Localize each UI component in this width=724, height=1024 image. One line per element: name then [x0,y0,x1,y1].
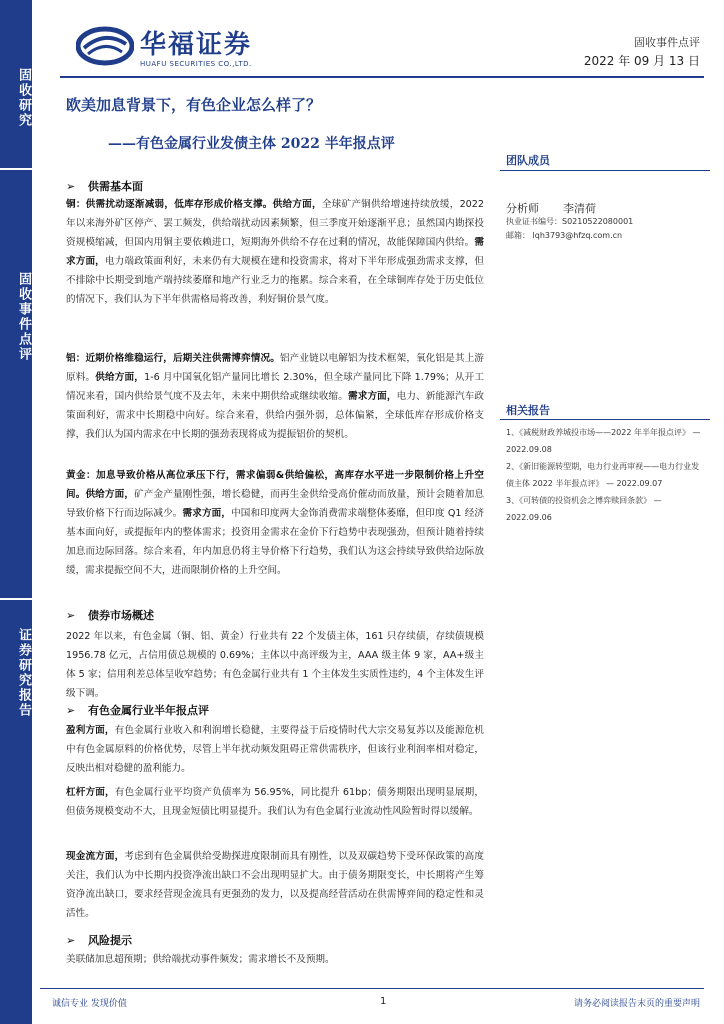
team-heading: 团队成员 [506,154,550,167]
analyst-email[interactable]: 邮箱： lqh3793@hfzq.com.cn [506,231,623,240]
gold-lead: 黄金：加息导致价格从高位承压下行，需求偏弱&供给偏松，高库存水平进一步限制价格上升空间。 [66,470,484,500]
footer-disclaimer: 请务必阅读报告末页的重要声明 [573,999,700,1009]
team-rule [500,170,710,171]
related-heading: 相关报告 [506,404,550,417]
aluminum-lead2: 供给方面， [95,372,145,383]
analyst-label: 分析师 [506,202,539,215]
paragraph-risk: 美联储加息超预期；供给端扰动事件频发；需求增长不及预期。 [66,954,335,965]
paragraph-leverage [66,783,484,821]
cashflow-lead: 现金流方面， [66,851,125,862]
gold-body2: 矿产金产量刚性强，增长稳健，而再生金供给受高价催动而放量，预计会随着加息导致价格下行而边际减少。 [66,489,485,519]
aluminum-lead3: 需求方面， [348,391,397,402]
paragraph-profit [66,721,484,778]
analyst-license: 执业证书编号：S0210522080001 [506,217,634,226]
sidebar-divider [0,168,32,170]
related-item[interactable]: 3、《可转债的投资机会之博弈赎回条款》 — 2022.09.06 [506,496,662,522]
left-sidebar [0,0,32,1024]
arrow-bullet-icon: ➢ [66,609,76,622]
sidebar-label-research: 固收研究 [16,68,31,128]
page-title: 欧美加息背景下，有色企业怎么样了？ [66,96,322,114]
logo-chinese-name: 华福证券 [140,30,253,60]
gold-lead3: 需求方面， [182,508,232,519]
gold-body3: 中国和印度两大金饰消费需求端整体萎靡，但印度 Q1 经济基本面向好，或提振年内的整体需求；投资用金需求在金价下行趋势中表现强劲，但预计随着持续加息而边际回落。综合来看，年内加息仍将主导价格下行趋势，我们认为这会持续导致供给边际放缓，需求提振空间不大，进而限制价格的上升空间。 [66,508,485,576]
paragraph-gold [66,466,484,580]
copper-body: 全球矿产铜供给增速持续放缓，2022 年以来海外矿区停产、罢工频发，供给端扰动因素频繁，但三季度开始逐渐平息；虽然国内勘探投资规模缩减，但国内用铜主要依赖进口，短期海外供给不存在过剩的情况，故能保障国内供给。 [66,199,484,248]
section-heading-supply-demand: ➢ 供需基本面 [66,180,143,193]
copper-body2: 电力端政策面利好，未来仍有大规模在建和投资需求，将对下半年形成强劲需求支撑，但不排除中长期受到地产端持续萎靡和地产行业乏力的拖累。综合来看，在全球铜库存处于历史低位的情况下，我们认为下半年供需格局将改善，利好铜价景气度。 [66,256,485,305]
copper-lead: 铜：供需扰动逐渐减弱，低库存形成价格支撑。供给方面， [66,199,322,210]
logo-english-name: HUAFU SECURITIES CO.,LTD. [140,60,252,68]
related-item[interactable]: 1、《减税财政养城投市场——2022 年半年报点评》 — 2022.09.08 [506,428,701,454]
paragraph-copper [66,195,484,309]
header-rule [60,76,704,78]
analyst-name: 李清荷 [563,202,596,215]
aluminum-body3: 电力、新能源汽车政策面利好，需求中长期稳中向好。综合来看，供给内强外弱，总体偏紧，全球低库存形成价格支撑，我们认为国内需求在中长期的强劲表现将成为提振铝价的契机。 [66,391,485,440]
profit-lead: 盈利方面， [66,725,115,736]
profit-body: 有色金属行业收入和利润增长稳健，主要得益于后疫情时代大宗交易复苏以及能源危机中有色金属原料的价格优势，尽管上半年扰动频发阻碍正常供需秩序，但该行业利润率相对稳定，反映出相对稳健的盈利能力。 [66,725,485,774]
paragraph-bond-market: 2022 年以来，有色金属（铜、铝、黄金）行业共有 22 个发债主体，161 只存续债，存续债规模 1956.78 亿元，占信用债总规模的 0.69%；主体以中高评级为主，AAA 级主体 9 家，AA+级主体 5 家；信用利差总体呈收窄趋势；有色金属行业共有 1 个主体发生实质性违约，4 个主体发生评级下调。 [66,631,484,699]
report-type: 固收事件点评 [634,36,700,49]
section-heading-risk: ➢ 风险提示 [66,934,132,947]
sidebar-label-event: 固收事件点评 [16,272,31,362]
leverage-body: 有色金属行业平均资产负债率为 56.95%，同比提升 61bp；债务期限出现明显展期，但债务规模变动不大，且现金短债比明显提升。我们认为有色金属行业流动性风险暂时得以缓解。 [66,787,484,817]
page-subtitle: ——有色金属行业发债主体 2022 半年报点评 [108,136,395,152]
sidebar-divider [0,598,32,600]
related-list [506,424,706,526]
paragraph-aluminum [66,349,484,444]
cashflow-body: 考虑到有色金属供给受勘探进度限制而具有刚性，以及双碳趋势下受环保政策的高度关注，我们认为中长期内投资净流出缺口不会出现明显扩大。由于债务期限变长，中长期将产生筹资净流出缺口，要求经营现金流具有更强劲的发力，以及提高经营活动在供需博弈间的稳定性和灵活性。 [66,851,484,919]
arrow-bullet-icon: ➢ [66,704,76,717]
leverage-lead: 杠杆方面， [66,787,115,798]
page-number: 1 [380,996,387,1007]
analyst-line [506,200,596,216]
related-item[interactable]: 2、《新旧能源转型期，电力行业再审视——电力行业发债主体 2022 半年报点评》 — 2022.09.07 [506,462,700,488]
arrow-bullet-icon: ➢ [66,934,76,947]
report-date: 2022 年 09 月 13 日 [583,54,700,68]
aluminum-body2: 1-6 月中国氧化铝产量同比增长 2.30%，但全球产量同比下降 1.79%；从开工情况来看，国内供给景气度不及去年，未来中期供给或继续收缩。 [66,372,485,402]
gold-lead2: 供给方面， [85,489,135,500]
footer-slogan: 诚信专业 发现价值 [52,999,127,1009]
footer-rule [40,988,704,989]
section-heading-half-year: ➢ 有色金属行业半年报点评 [66,704,209,717]
arrow-bullet-icon: ➢ [66,180,76,193]
copper-lead2: 需求方面， [66,237,484,267]
company-logo [76,20,266,70]
aluminum-body: 铝产业链以电解铝为技术框架，氧化铝是其上游原料。 [66,353,485,383]
huafu-emblem-icon [76,26,134,66]
paragraph-cashflow [66,847,484,923]
sidebar-label-securities: 证券研究报告 [16,628,31,718]
section-heading-bond-market: ➢ 债券市场概述 [66,609,154,622]
aluminum-lead: 铝：近期价格维稳运行，后期关注供需博弈情况。 [66,353,280,364]
related-rule [500,419,710,420]
